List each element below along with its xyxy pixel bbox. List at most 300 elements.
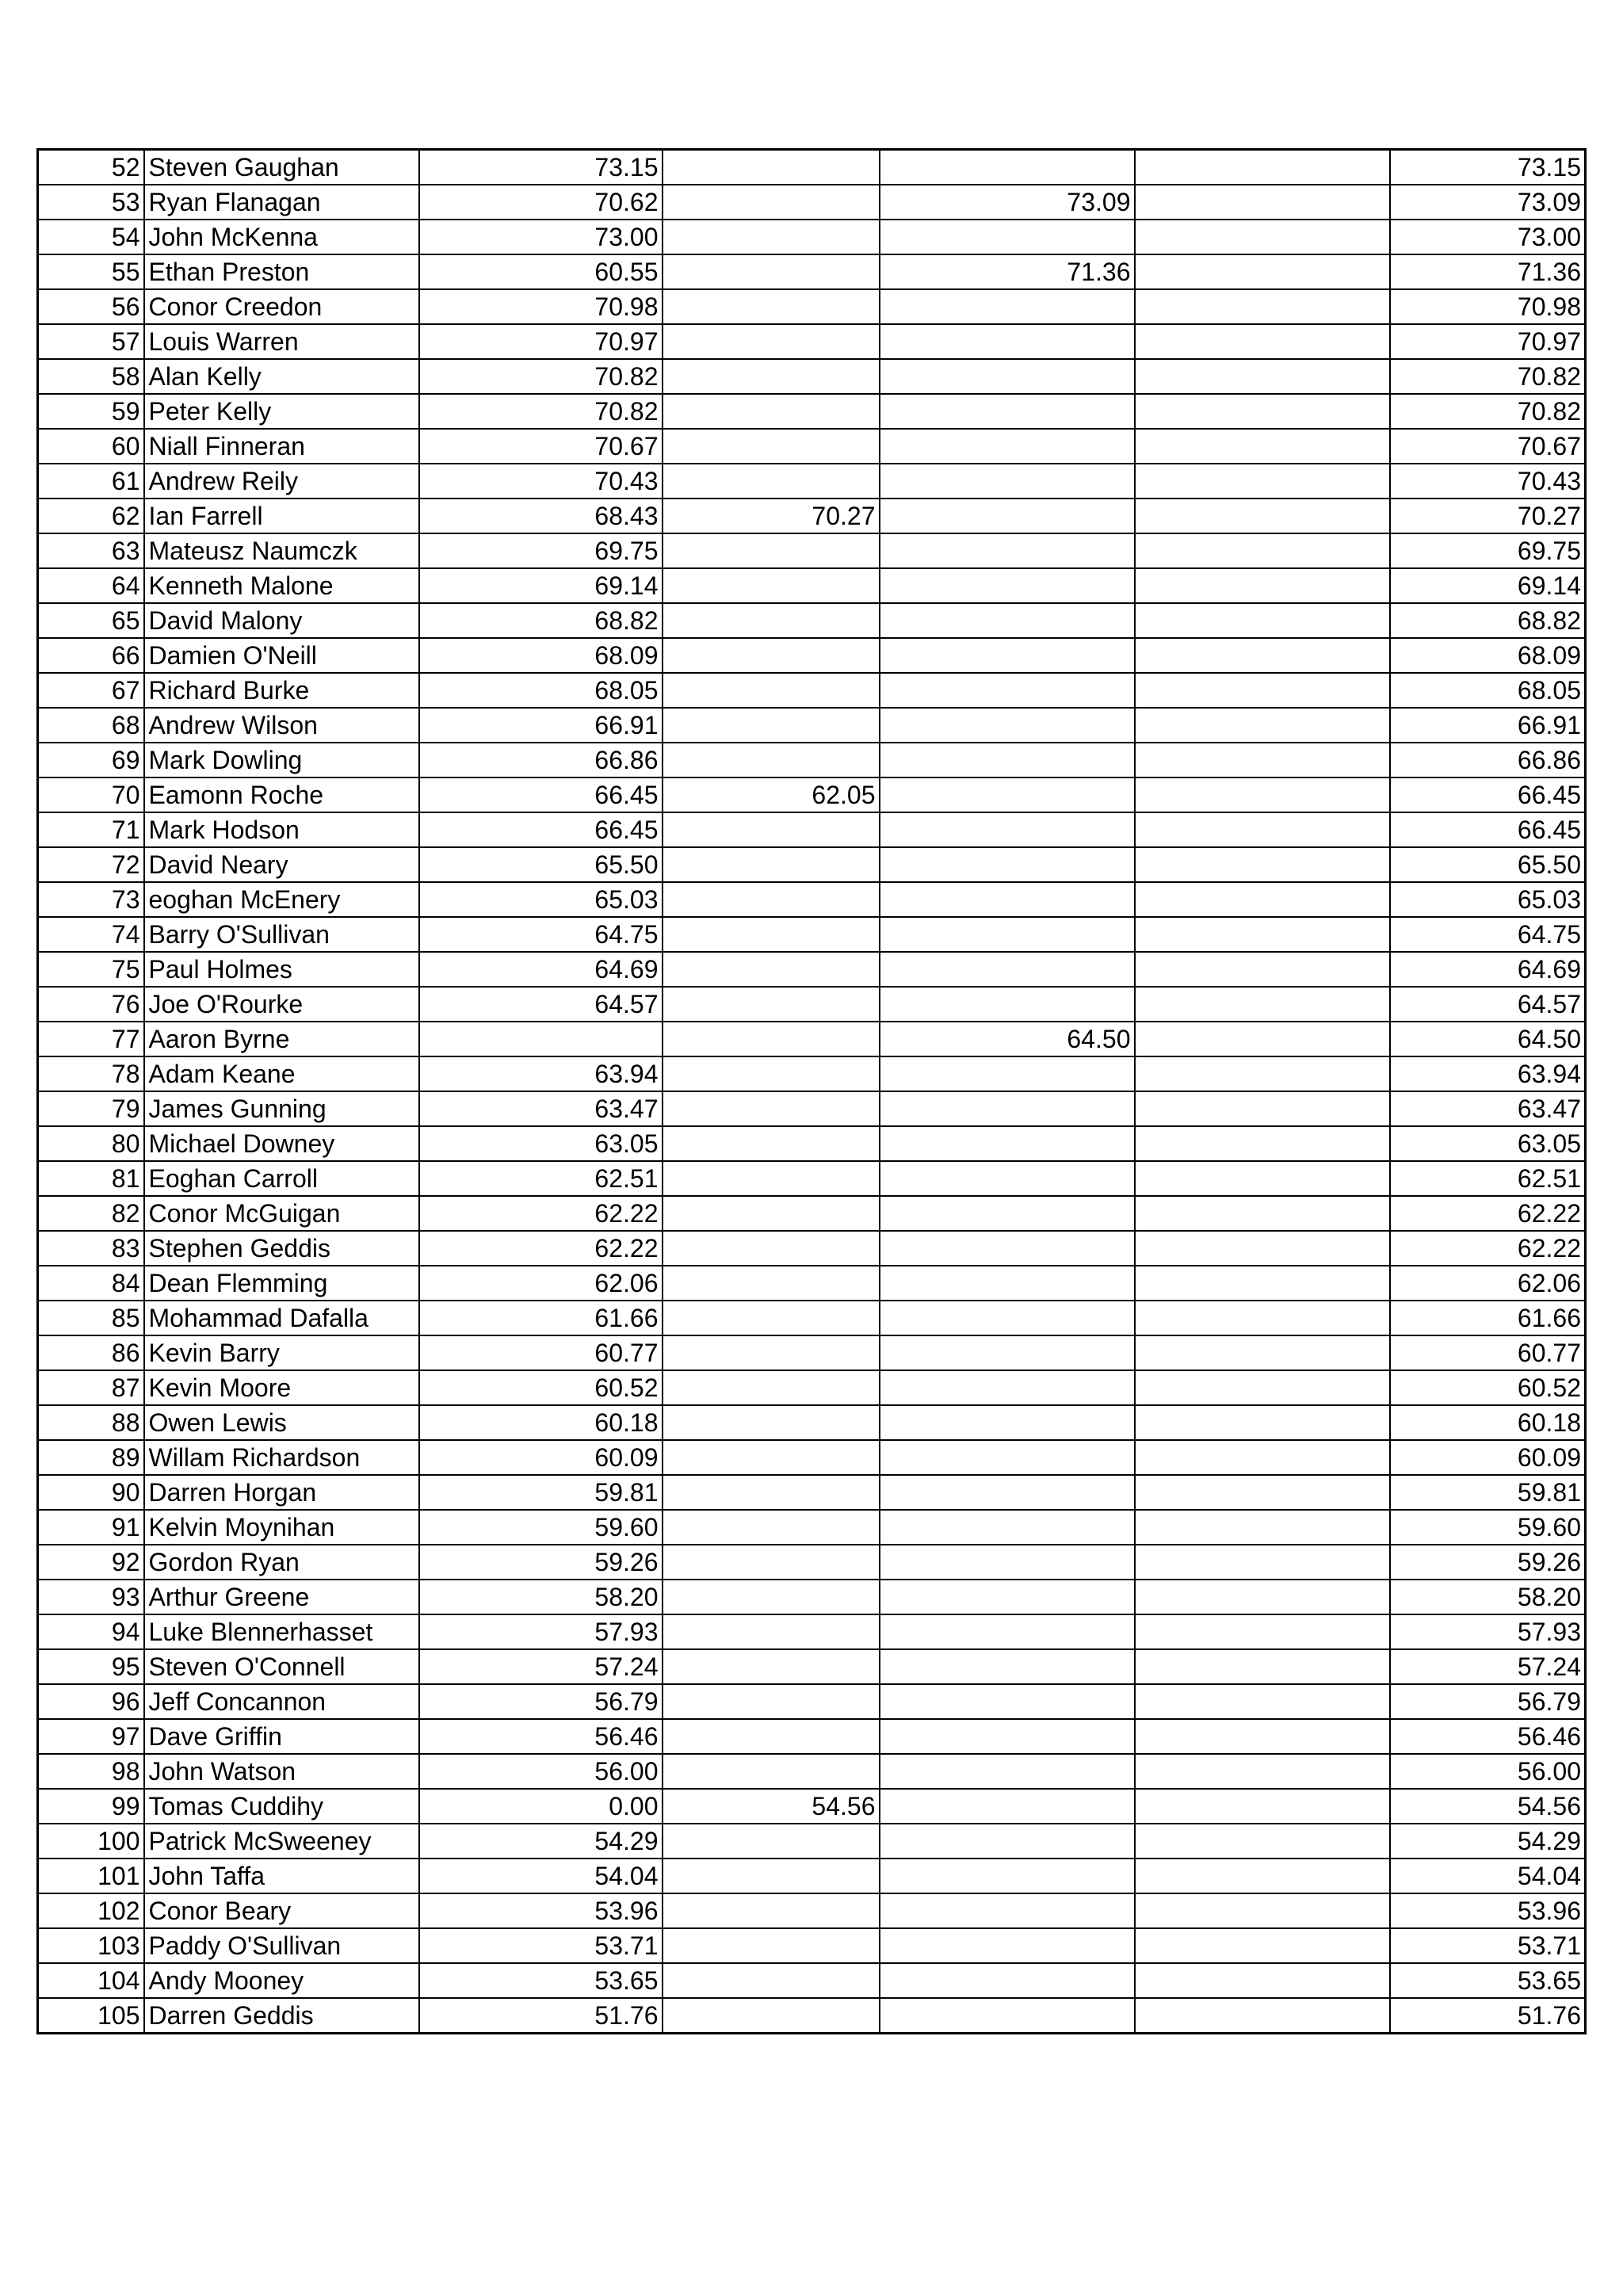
rank-cell: 105 bbox=[38, 1998, 144, 2034]
total-cell: 54.29 bbox=[1390, 1824, 1586, 1859]
score-col2-cell bbox=[663, 1266, 880, 1301]
score-col3-cell bbox=[880, 220, 1135, 254]
score-col2-cell bbox=[663, 1754, 880, 1789]
score-col3-cell bbox=[880, 1928, 1135, 1963]
score-col1-cell: 56.46 bbox=[419, 1719, 663, 1754]
score-col4-cell bbox=[1135, 987, 1390, 1022]
score-col3-cell bbox=[880, 1545, 1135, 1580]
name-cell: Darren Horgan bbox=[144, 1475, 419, 1510]
score-col2-cell bbox=[663, 1928, 880, 1963]
score-col3-cell: 64.50 bbox=[880, 1022, 1135, 1056]
table-row bbox=[38, 847, 1586, 882]
rank-cell: 82 bbox=[38, 1196, 144, 1231]
rank-cell: 94 bbox=[38, 1614, 144, 1649]
table-row bbox=[38, 1056, 1586, 1091]
score-col2-cell bbox=[663, 987, 880, 1022]
total-cell: 64.75 bbox=[1390, 917, 1586, 952]
score-col3-cell bbox=[880, 429, 1135, 464]
score-col1-cell: 69.75 bbox=[419, 533, 663, 568]
rank-cell: 91 bbox=[38, 1510, 144, 1545]
name-cell: Kelvin Moynihan bbox=[144, 1510, 419, 1545]
table-row bbox=[38, 812, 1586, 847]
name-cell: Owen Lewis bbox=[144, 1405, 419, 1440]
total-cell: 63.05 bbox=[1390, 1126, 1586, 1161]
table-row bbox=[38, 1091, 1586, 1126]
score-col4-cell bbox=[1135, 568, 1390, 603]
table-row bbox=[38, 394, 1586, 429]
total-cell: 68.82 bbox=[1390, 603, 1586, 638]
total-cell: 66.45 bbox=[1390, 812, 1586, 847]
total-cell: 69.75 bbox=[1390, 533, 1586, 568]
rank-cell: 75 bbox=[38, 952, 144, 987]
score-col3-cell bbox=[880, 917, 1135, 952]
table-row bbox=[38, 1684, 1586, 1719]
score-col4-cell bbox=[1135, 324, 1390, 359]
score-col3-cell bbox=[880, 708, 1135, 743]
rank-cell: 60 bbox=[38, 429, 144, 464]
table-row bbox=[38, 1719, 1586, 1754]
total-cell: 62.51 bbox=[1390, 1161, 1586, 1196]
score-col1-cell: 66.91 bbox=[419, 708, 663, 743]
name-cell: Arthur Greene bbox=[144, 1580, 419, 1614]
total-cell: 59.60 bbox=[1390, 1510, 1586, 1545]
score-col4-cell bbox=[1135, 1580, 1390, 1614]
score-col3-cell bbox=[880, 1126, 1135, 1161]
score-col1-cell: 68.05 bbox=[419, 673, 663, 708]
name-cell: Andrew Reily bbox=[144, 464, 419, 499]
rank-cell: 78 bbox=[38, 1056, 144, 1091]
name-cell: Steven Gaughan bbox=[144, 150, 419, 185]
score-col1-cell bbox=[419, 1022, 663, 1056]
score-col3-cell: 73.09 bbox=[880, 185, 1135, 220]
score-col3-cell bbox=[880, 1161, 1135, 1196]
score-col2-cell bbox=[663, 673, 880, 708]
name-cell: Aaron Byrne bbox=[144, 1022, 419, 1056]
score-col4-cell bbox=[1135, 777, 1390, 812]
table-row bbox=[38, 324, 1586, 359]
score-col2-cell bbox=[663, 917, 880, 952]
table-row bbox=[38, 464, 1586, 499]
score-col2-cell: 70.27 bbox=[663, 499, 880, 533]
score-col2-cell bbox=[663, 289, 880, 324]
score-col2-cell bbox=[663, 359, 880, 394]
score-col1-cell: 66.45 bbox=[419, 777, 663, 812]
rank-cell: 62 bbox=[38, 499, 144, 533]
name-cell: John Taffa bbox=[144, 1859, 419, 1893]
score-col3-cell bbox=[880, 568, 1135, 603]
total-cell: 54.56 bbox=[1390, 1789, 1586, 1824]
score-col2-cell bbox=[663, 1475, 880, 1510]
score-col4-cell bbox=[1135, 1056, 1390, 1091]
rank-cell: 79 bbox=[38, 1091, 144, 1126]
score-col3-cell bbox=[880, 673, 1135, 708]
score-col1-cell: 65.03 bbox=[419, 882, 663, 917]
score-col2-cell bbox=[663, 1859, 880, 1893]
score-col2-cell bbox=[663, 429, 880, 464]
name-cell: Jeff Concannon bbox=[144, 1684, 419, 1719]
score-col4-cell bbox=[1135, 1893, 1390, 1928]
score-col4-cell bbox=[1135, 882, 1390, 917]
name-cell: Joe O'Rourke bbox=[144, 987, 419, 1022]
score-col2-cell bbox=[663, 220, 880, 254]
rank-cell: 53 bbox=[38, 185, 144, 220]
score-col2-cell bbox=[663, 638, 880, 673]
table-row bbox=[38, 1405, 1586, 1440]
table-row bbox=[38, 150, 1586, 185]
score-col3-cell bbox=[880, 1056, 1135, 1091]
total-cell: 56.46 bbox=[1390, 1719, 1586, 1754]
table-row bbox=[38, 185, 1586, 220]
score-col1-cell: 60.77 bbox=[419, 1335, 663, 1370]
total-cell: 57.93 bbox=[1390, 1614, 1586, 1649]
table-row bbox=[38, 1301, 1586, 1335]
name-cell: Mateusz Naumczk bbox=[144, 533, 419, 568]
score-col4-cell bbox=[1135, 812, 1390, 847]
table-row bbox=[38, 1231, 1586, 1266]
score-col2-cell bbox=[663, 882, 880, 917]
total-cell: 70.82 bbox=[1390, 359, 1586, 394]
score-col3-cell bbox=[880, 1440, 1135, 1475]
score-col3-cell bbox=[880, 1196, 1135, 1231]
score-col3-cell bbox=[880, 1091, 1135, 1126]
rank-cell: 55 bbox=[38, 254, 144, 289]
score-col4-cell bbox=[1135, 603, 1390, 638]
table-row bbox=[38, 952, 1586, 987]
name-cell: David Malony bbox=[144, 603, 419, 638]
table-row bbox=[38, 743, 1586, 777]
name-cell: Mark Hodson bbox=[144, 812, 419, 847]
score-col1-cell: 70.82 bbox=[419, 359, 663, 394]
score-col1-cell: 53.65 bbox=[419, 1963, 663, 1998]
score-col4-cell bbox=[1135, 429, 1390, 464]
name-cell: Mark Dowling bbox=[144, 743, 419, 777]
score-col2-cell bbox=[663, 1893, 880, 1928]
name-cell: Ian Farrell bbox=[144, 499, 419, 533]
score-col4-cell bbox=[1135, 1475, 1390, 1510]
total-cell: 51.76 bbox=[1390, 1998, 1586, 2034]
total-cell: 60.52 bbox=[1390, 1370, 1586, 1405]
rank-cell: 99 bbox=[38, 1789, 144, 1824]
rank-cell: 97 bbox=[38, 1719, 144, 1754]
name-cell: James Gunning bbox=[144, 1091, 419, 1126]
rank-cell: 69 bbox=[38, 743, 144, 777]
score-col4-cell bbox=[1135, 638, 1390, 673]
total-cell: 70.27 bbox=[1390, 499, 1586, 533]
total-cell: 64.50 bbox=[1390, 1022, 1586, 1056]
score-col1-cell: 73.15 bbox=[419, 150, 663, 185]
score-col2-cell bbox=[663, 743, 880, 777]
score-col4-cell bbox=[1135, 1649, 1390, 1684]
table-row bbox=[38, 917, 1586, 952]
name-cell: Kevin Barry bbox=[144, 1335, 419, 1370]
total-cell: 66.91 bbox=[1390, 708, 1586, 743]
score-col2-cell bbox=[663, 324, 880, 359]
score-col3-cell bbox=[880, 1789, 1135, 1824]
table-row bbox=[38, 220, 1586, 254]
score-col1-cell: 63.05 bbox=[419, 1126, 663, 1161]
total-cell: 70.82 bbox=[1390, 394, 1586, 429]
rank-cell: 88 bbox=[38, 1405, 144, 1440]
score-col1-cell: 60.52 bbox=[419, 1370, 663, 1405]
score-col2-cell bbox=[663, 1649, 880, 1684]
score-col3-cell bbox=[880, 1719, 1135, 1754]
rank-cell: 81 bbox=[38, 1161, 144, 1196]
score-col4-cell bbox=[1135, 847, 1390, 882]
total-cell: 53.65 bbox=[1390, 1963, 1586, 1998]
rank-cell: 61 bbox=[38, 464, 144, 499]
score-col1-cell: 68.43 bbox=[419, 499, 663, 533]
score-col1-cell: 53.71 bbox=[419, 1928, 663, 1963]
score-col2-cell bbox=[663, 1161, 880, 1196]
total-cell: 66.86 bbox=[1390, 743, 1586, 777]
score-col4-cell bbox=[1135, 464, 1390, 499]
table-row bbox=[38, 429, 1586, 464]
name-cell: Tomas Cuddihy bbox=[144, 1789, 419, 1824]
rank-cell: 67 bbox=[38, 673, 144, 708]
score-col4-cell bbox=[1135, 1963, 1390, 1998]
score-col3-cell bbox=[880, 359, 1135, 394]
table-row bbox=[38, 603, 1586, 638]
score-col2-cell bbox=[663, 952, 880, 987]
table-row bbox=[38, 708, 1586, 743]
table-row bbox=[38, 1998, 1586, 2034]
total-cell: 73.00 bbox=[1390, 220, 1586, 254]
rank-cell: 64 bbox=[38, 568, 144, 603]
table-row bbox=[38, 1649, 1586, 1684]
score-col3-cell: 71.36 bbox=[880, 254, 1135, 289]
score-col1-cell: 73.00 bbox=[419, 220, 663, 254]
score-col4-cell bbox=[1135, 150, 1390, 185]
rank-cell: 85 bbox=[38, 1301, 144, 1335]
rank-cell: 52 bbox=[38, 150, 144, 185]
score-col1-cell: 63.47 bbox=[419, 1091, 663, 1126]
total-cell: 70.98 bbox=[1390, 289, 1586, 324]
table-row bbox=[38, 882, 1586, 917]
score-col1-cell: 70.43 bbox=[419, 464, 663, 499]
score-col2-cell bbox=[663, 847, 880, 882]
name-cell: Kenneth Malone bbox=[144, 568, 419, 603]
total-cell: 60.77 bbox=[1390, 1335, 1586, 1370]
rank-cell: 59 bbox=[38, 394, 144, 429]
rank-cell: 66 bbox=[38, 638, 144, 673]
table-row bbox=[38, 1196, 1586, 1231]
total-cell: 53.71 bbox=[1390, 1928, 1586, 1963]
score-col3-cell bbox=[880, 1963, 1135, 1998]
total-cell: 64.69 bbox=[1390, 952, 1586, 987]
table-row bbox=[38, 1440, 1586, 1475]
score-col4-cell bbox=[1135, 1789, 1390, 1824]
rank-cell: 103 bbox=[38, 1928, 144, 1963]
score-col3-cell bbox=[880, 1370, 1135, 1405]
rank-cell: 101 bbox=[38, 1859, 144, 1893]
score-col1-cell: 59.81 bbox=[419, 1475, 663, 1510]
total-cell: 68.05 bbox=[1390, 673, 1586, 708]
score-col2-cell bbox=[663, 1440, 880, 1475]
table-row bbox=[38, 1789, 1586, 1824]
score-col2-cell bbox=[663, 1510, 880, 1545]
score-col4-cell bbox=[1135, 254, 1390, 289]
rank-cell: 70 bbox=[38, 777, 144, 812]
total-cell: 56.00 bbox=[1390, 1754, 1586, 1789]
rank-cell: 92 bbox=[38, 1545, 144, 1580]
table-row bbox=[38, 1266, 1586, 1301]
table-row bbox=[38, 1614, 1586, 1649]
score-col1-cell: 57.24 bbox=[419, 1649, 663, 1684]
score-col3-cell bbox=[880, 847, 1135, 882]
rank-cell: 102 bbox=[38, 1893, 144, 1928]
total-cell: 65.03 bbox=[1390, 882, 1586, 917]
total-cell: 68.09 bbox=[1390, 638, 1586, 673]
score-col1-cell: 60.55 bbox=[419, 254, 663, 289]
total-cell: 57.24 bbox=[1390, 1649, 1586, 1684]
total-cell: 66.45 bbox=[1390, 777, 1586, 812]
score-col2-cell: 54.56 bbox=[663, 1789, 880, 1824]
rank-cell: 58 bbox=[38, 359, 144, 394]
name-cell: Kevin Moore bbox=[144, 1370, 419, 1405]
total-cell: 61.66 bbox=[1390, 1301, 1586, 1335]
score-col1-cell: 62.22 bbox=[419, 1196, 663, 1231]
score-col2-cell bbox=[663, 1056, 880, 1091]
score-col4-cell bbox=[1135, 917, 1390, 952]
rank-cell: 83 bbox=[38, 1231, 144, 1266]
score-col3-cell bbox=[880, 1405, 1135, 1440]
score-col4-cell bbox=[1135, 359, 1390, 394]
total-cell: 53.96 bbox=[1390, 1893, 1586, 1928]
score-col1-cell: 65.50 bbox=[419, 847, 663, 882]
score-col4-cell bbox=[1135, 1440, 1390, 1475]
rank-cell: 93 bbox=[38, 1580, 144, 1614]
name-cell: Eamonn Roche bbox=[144, 777, 419, 812]
score-col4-cell bbox=[1135, 1231, 1390, 1266]
name-cell: Stephen Geddis bbox=[144, 1231, 419, 1266]
total-cell: 73.09 bbox=[1390, 185, 1586, 220]
score-col4-cell bbox=[1135, 1824, 1390, 1859]
score-col2-cell bbox=[663, 1614, 880, 1649]
rank-cell: 96 bbox=[38, 1684, 144, 1719]
table-row bbox=[38, 777, 1586, 812]
name-cell: Steven O'Connell bbox=[144, 1649, 419, 1684]
total-cell: 71.36 bbox=[1390, 254, 1586, 289]
table-row bbox=[38, 1859, 1586, 1893]
rank-cell: 72 bbox=[38, 847, 144, 882]
total-cell: 65.50 bbox=[1390, 847, 1586, 882]
score-col1-cell: 56.79 bbox=[419, 1684, 663, 1719]
score-col4-cell bbox=[1135, 185, 1390, 220]
score-col2-cell bbox=[663, 254, 880, 289]
total-cell: 70.97 bbox=[1390, 324, 1586, 359]
table-row bbox=[38, 1335, 1586, 1370]
score-col1-cell: 66.86 bbox=[419, 743, 663, 777]
total-cell: 70.43 bbox=[1390, 464, 1586, 499]
name-cell: Michael Downey bbox=[144, 1126, 419, 1161]
rank-cell: 73 bbox=[38, 882, 144, 917]
score-col1-cell: 54.29 bbox=[419, 1824, 663, 1859]
score-col2-cell bbox=[663, 603, 880, 638]
score-col1-cell: 54.04 bbox=[419, 1859, 663, 1893]
score-col2-cell bbox=[663, 150, 880, 185]
score-col2-cell bbox=[663, 1126, 880, 1161]
name-cell: Darren Geddis bbox=[144, 1998, 419, 2034]
score-col2-cell bbox=[663, 1545, 880, 1580]
table-row bbox=[38, 1475, 1586, 1510]
name-cell: Mohammad Dafalla bbox=[144, 1301, 419, 1335]
rank-cell: 65 bbox=[38, 603, 144, 638]
score-col2-cell bbox=[663, 1022, 880, 1056]
name-cell: Luke Blennerhasset bbox=[144, 1614, 419, 1649]
score-col2-cell bbox=[663, 1580, 880, 1614]
score-col1-cell: 70.98 bbox=[419, 289, 663, 324]
score-col4-cell bbox=[1135, 1161, 1390, 1196]
total-cell: 60.18 bbox=[1390, 1405, 1586, 1440]
total-cell: 59.26 bbox=[1390, 1545, 1586, 1580]
score-col2-cell bbox=[663, 568, 880, 603]
score-col4-cell bbox=[1135, 1405, 1390, 1440]
score-col2-cell bbox=[663, 464, 880, 499]
table-row bbox=[38, 254, 1586, 289]
rank-cell: 56 bbox=[38, 289, 144, 324]
name-cell: Paul Holmes bbox=[144, 952, 419, 987]
name-cell: Peter Kelly bbox=[144, 394, 419, 429]
score-col4-cell bbox=[1135, 1510, 1390, 1545]
table-row bbox=[38, 1893, 1586, 1928]
score-col4-cell bbox=[1135, 220, 1390, 254]
score-col1-cell: 63.94 bbox=[419, 1056, 663, 1091]
name-cell: Conor Beary bbox=[144, 1893, 419, 1928]
name-cell: Richard Burke bbox=[144, 673, 419, 708]
score-col4-cell bbox=[1135, 1022, 1390, 1056]
total-cell: 56.79 bbox=[1390, 1684, 1586, 1719]
rank-cell: 77 bbox=[38, 1022, 144, 1056]
name-cell: Dave Griffin bbox=[144, 1719, 419, 1754]
score-col2-cell bbox=[663, 185, 880, 220]
score-col2-cell bbox=[663, 1684, 880, 1719]
score-col4-cell bbox=[1135, 1998, 1390, 2034]
score-col1-cell: 70.62 bbox=[419, 185, 663, 220]
score-col3-cell bbox=[880, 1649, 1135, 1684]
score-col1-cell: 59.60 bbox=[419, 1510, 663, 1545]
score-col1-cell: 0.00 bbox=[419, 1789, 663, 1824]
table-row bbox=[38, 1754, 1586, 1789]
score-col3-cell bbox=[880, 603, 1135, 638]
score-col3-cell bbox=[880, 777, 1135, 812]
table-row bbox=[38, 987, 1586, 1022]
score-col2-cell bbox=[663, 1963, 880, 1998]
score-col1-cell: 70.97 bbox=[419, 324, 663, 359]
table-row bbox=[38, 359, 1586, 394]
table-row bbox=[38, 1126, 1586, 1161]
score-col3-cell bbox=[880, 1684, 1135, 1719]
score-col1-cell: 66.45 bbox=[419, 812, 663, 847]
table-row bbox=[38, 1545, 1586, 1580]
score-col2-cell bbox=[663, 1196, 880, 1231]
name-cell: Ethan Preston bbox=[144, 254, 419, 289]
score-col3-cell bbox=[880, 499, 1135, 533]
score-col3-cell bbox=[880, 289, 1135, 324]
score-col1-cell: 51.76 bbox=[419, 1998, 663, 2034]
score-col2-cell bbox=[663, 1231, 880, 1266]
score-col4-cell bbox=[1135, 1370, 1390, 1405]
table-row bbox=[38, 289, 1586, 324]
name-cell: Paddy O'Sullivan bbox=[144, 1928, 419, 1963]
name-cell: Andrew Wilson bbox=[144, 708, 419, 743]
score-col4-cell bbox=[1135, 1266, 1390, 1301]
score-col3-cell bbox=[880, 324, 1135, 359]
rank-cell: 90 bbox=[38, 1475, 144, 1510]
name-cell: Niall Finneran bbox=[144, 429, 419, 464]
score-col3-cell bbox=[880, 1893, 1135, 1928]
score-col2-cell: 62.05 bbox=[663, 777, 880, 812]
score-col1-cell: 62.06 bbox=[419, 1266, 663, 1301]
